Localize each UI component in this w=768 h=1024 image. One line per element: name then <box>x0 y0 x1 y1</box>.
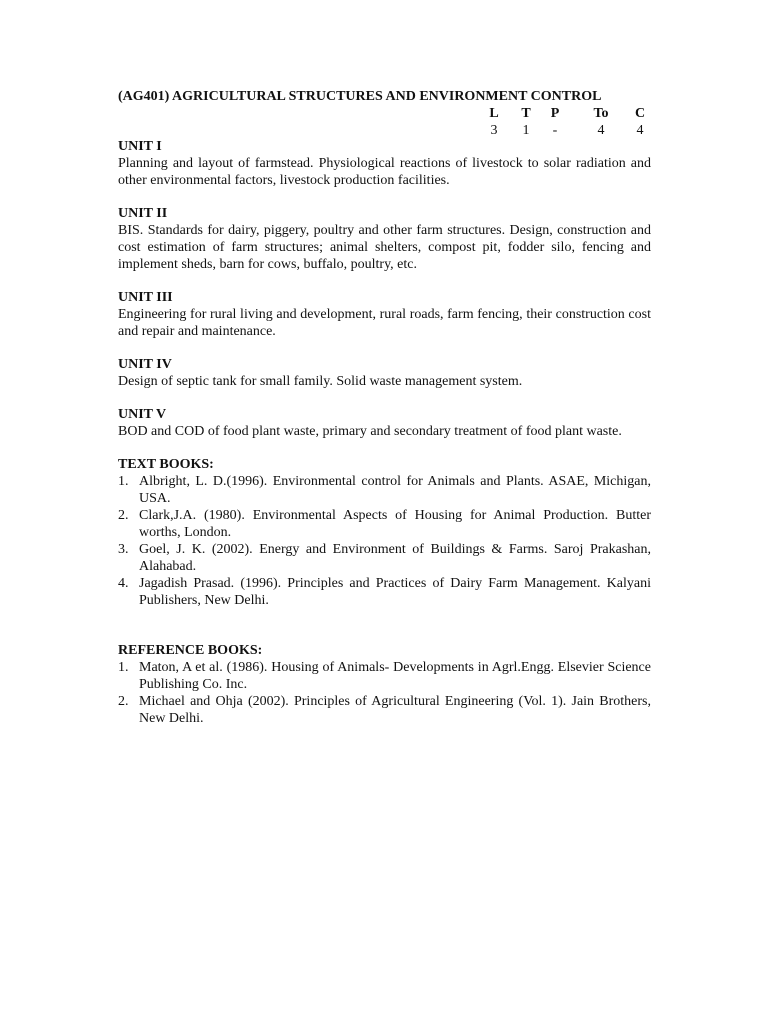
unit-heading: UNIT II <box>118 206 168 221</box>
unit-5 <box>118 406 651 440</box>
reference-books-heading: REFERENCE BOOKS: <box>118 643 263 658</box>
book-citation: Maton, A et al. (1986). Housing of Animals- Developments in Agrl.Engg. Elsevier Science Publishing Co. Inc. <box>139 660 651 692</box>
list-number: 4. <box>118 576 129 591</box>
list-item <box>118 507 651 541</box>
text-books-heading: TEXT BOOKS: <box>118 457 214 472</box>
unit-heading: UNIT V <box>118 407 167 422</box>
unit-heading: UNIT IV <box>118 357 172 372</box>
book-citation: Goel, J. K. (2002). Energy and Environment of Buildings & Farms. Saroj Prakashan, Alahabad. <box>139 542 651 574</box>
book-citation: Jagadish Prasad. (1996). Principles and Practices of Dairy Farm Management. Kalyani Publishers, New Delhi. <box>139 576 651 608</box>
unit-description: BIS. Standards for dairy, piggery, poultry and other farm structures. Design, construction and cost estimation of farm structures; animal shelters, compost pit, fodder silo, fencing and implement sheds, barn for cows, buffalo, poultry, etc. <box>118 223 651 272</box>
credit-value-total: 4 <box>597 123 605 138</box>
credit-value-l: 3 <box>490 123 498 138</box>
unit-description: Engineering for rural living and development, rural roads, farm fencing, their construction cost and repair and maintenance. <box>118 307 651 339</box>
unit-description: Planning and layout of farmstead. Physiological reactions of livestock to solar radiation and other environmental factors, livestock production facilities. <box>118 156 651 188</box>
credit-value-credits: 4 <box>636 123 644 138</box>
list-item <box>118 541 651 575</box>
credit-header-total: To <box>593 106 609 121</box>
text-books-list <box>118 473 651 609</box>
credit-table-values <box>480 122 652 139</box>
reference-books-list <box>118 659 651 727</box>
credit-header-l: L <box>489 106 499 121</box>
book-citation: Michael and Ohja (2002). Principles of Agricultural Engineering (Vol. 1). Jain Brothers, New Delhi. <box>139 694 651 726</box>
unit-heading: UNIT I <box>118 139 162 154</box>
credit-header-credits: C <box>634 106 646 121</box>
credit-table <box>480 105 652 139</box>
course-title: (AG401) AGRICULTURAL STRUCTURES AND ENVIRONMENT CONTROL <box>118 89 602 104</box>
list-number: 2. <box>118 508 129 523</box>
section-spacer <box>118 609 651 642</box>
list-number: 1. <box>118 474 129 489</box>
list-item <box>118 575 651 609</box>
unit-description: Design of septic tank for small family. Solid waste management system. <box>118 374 523 389</box>
unit-2 <box>118 205 651 273</box>
list-number: 1. <box>118 660 129 675</box>
unit-4 <box>118 356 651 390</box>
credit-header-p: P <box>550 106 560 121</box>
list-item <box>118 693 651 727</box>
list-item <box>118 473 651 507</box>
list-number: 2. <box>118 694 129 709</box>
book-citation: Clark,J.A. (1980). Environmental Aspects of Housing for Animal Production. Butter worths, London. <box>139 508 651 540</box>
unit-1 <box>118 138 651 189</box>
book-citation: Albright, L. D.(1996). Environmental control for Animals and Plants. ASAE, Michigan, USA. <box>139 474 651 506</box>
text-books-section <box>118 456 651 609</box>
credit-value-p: - <box>552 123 558 138</box>
credit-header-t: T <box>521 106 531 121</box>
syllabus-content <box>118 138 651 727</box>
unit-heading: UNIT III <box>118 290 173 305</box>
reference-books-section <box>118 642 651 727</box>
unit-3 <box>118 289 651 340</box>
unit-description: BOD and COD of food plant waste, primary and secondary treatment of food plant waste. <box>118 424 622 439</box>
credit-value-t: 1 <box>522 123 530 138</box>
credit-table-header <box>480 105 652 122</box>
list-number: 3. <box>118 542 129 557</box>
list-item <box>118 659 651 693</box>
